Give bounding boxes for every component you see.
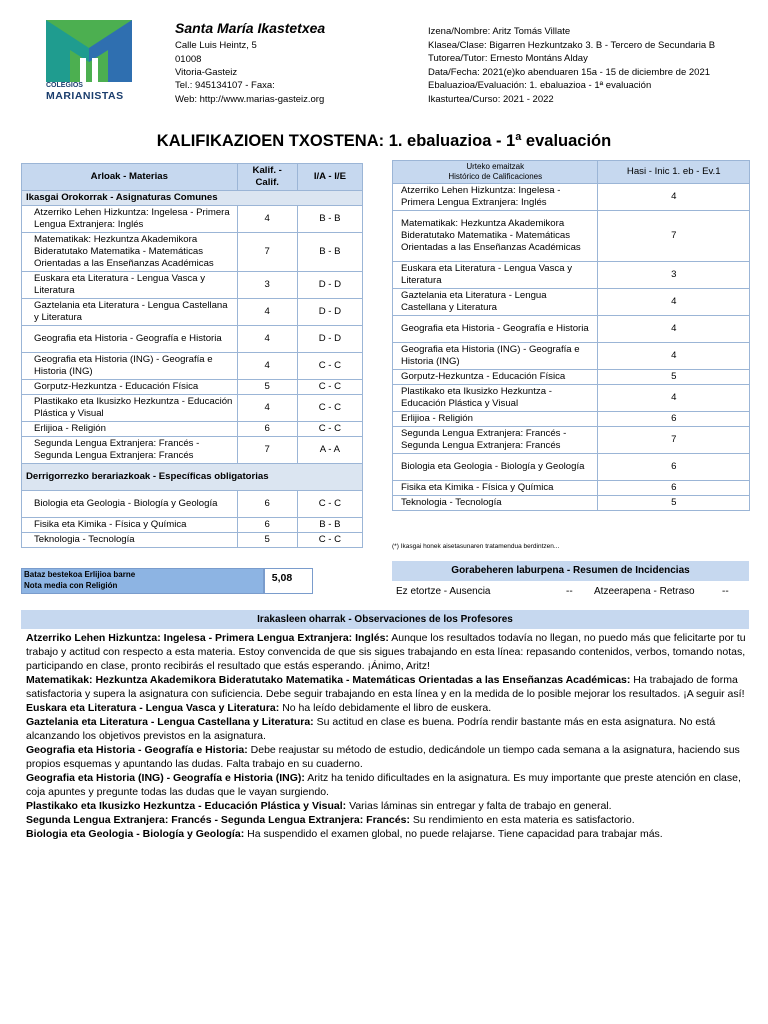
history-table-header — [393, 161, 750, 184]
logo-line2: MARIANISTAS — [46, 90, 124, 102]
table-row — [22, 518, 363, 533]
subject-grade: 4 — [598, 289, 750, 316]
table-row — [22, 353, 363, 380]
subject-ie: D - D — [297, 299, 362, 326]
school-postal: 01008 — [175, 54, 202, 65]
subject-grade: 5 — [237, 380, 297, 395]
table-row — [22, 437, 363, 464]
subject-grade: 6 — [598, 481, 750, 496]
history-footnote: (*) Ikasgai honek aisetasunaren tratamendua berdintzen... — [392, 543, 560, 550]
logo-line1: COLEGIOS — [46, 82, 83, 89]
subject-name: Biologia eta Geologia - Biología y Geología — [393, 454, 598, 481]
subject-grade: 4 — [598, 184, 750, 211]
absence-value: -- — [566, 586, 573, 597]
absence-label: Ez etortze - Ausencia — [396, 586, 491, 597]
table-row — [393, 184, 750, 211]
table-row — [393, 289, 750, 316]
subject-ie: D - D — [297, 272, 362, 299]
observation-subject: Geografia eta Historia - Geografía e Historia: — [26, 744, 248, 756]
observation-item — [26, 701, 746, 715]
subject-grade: 6 — [598, 412, 750, 427]
table-row — [393, 454, 750, 481]
observation-subject: Matematikak: Hezkuntza Akademikora Bideratutako Matematika - Matemáticas Orientadas a las Enseñanzas Académicas: — [26, 674, 631, 686]
school-web: Web: http://www.marias-gasteiz.org — [175, 94, 325, 105]
subject-name: Gorputz-Hezkuntza - Educación Física — [393, 370, 598, 385]
table-row — [22, 491, 363, 518]
school-phone: Tel.: 945134107 - Faxa: — [175, 80, 275, 91]
observation-text: Aunque los resultados todavía no llegan, no puedo más que felicitarte por tu trabajo y actitud con respecto a esta materia. Estoy convencida de que sis sigues trabajando en esta línea: repasando contenidos, verbos, tomando notas, participando en clase, pronto recibirás el resultado que estás esperando. ¡Ánimo, Aritz! — [26, 632, 746, 672]
observation-subject: Segunda Lengua Extranjera: Francés - Segunda Lengua Extranjera: Francés: — [26, 814, 410, 826]
observation-item — [26, 631, 746, 673]
subject-grade: 6 — [237, 491, 297, 518]
table-row — [393, 496, 750, 511]
subject-ie: B - B — [297, 233, 362, 272]
table-row — [393, 412, 750, 427]
observation-subject: Plastikako eta Ikusizko Hezkuntza - Educación Plástica y Visual: — [26, 800, 347, 812]
subject-ie: B - B — [297, 206, 362, 233]
subject-name: Segunda Lengua Extranjera: Francés - Segunda Lengua Extranjera: Francés — [393, 427, 598, 454]
subject-name: Geografia eta Historia (ING) - Geografía e Historia (ING) — [393, 343, 598, 370]
subject-grade: 4 — [598, 343, 750, 370]
observation-subject: Biologia eta Geologia - Biología y Geología: — [26, 828, 245, 840]
subject-name: Geografia eta Historia (ING) - Geografía e Historia (ING) — [22, 353, 238, 380]
subject-name: Biologia eta Geologia - Biología y Geología — [22, 491, 238, 518]
subject-grade: 4 — [237, 206, 297, 233]
observation-item — [26, 827, 746, 841]
observation-item — [26, 673, 746, 701]
subject-name: Fisika eta Kimika - Física y Química — [393, 481, 598, 496]
table-row — [393, 370, 750, 385]
history-table — [392, 160, 750, 511]
subject-grade: 4 — [237, 353, 297, 380]
subject-ie: B - B — [297, 518, 362, 533]
subject-name: Geografia eta Historia - Geografía e Historia — [393, 316, 598, 343]
subject-ie: C - C — [297, 533, 362, 548]
school-address: Calle Luis Heintz, 5 — [175, 40, 257, 51]
observation-item — [26, 799, 746, 813]
table-row — [22, 422, 363, 437]
delay-label: Atzeerapena - Retraso — [594, 586, 695, 597]
section-common-label: Ikasgai Orokorrak - Asignaturas Comunes — [22, 191, 363, 206]
table-row — [22, 533, 363, 548]
table-row — [22, 206, 363, 233]
table-row — [393, 385, 750, 412]
grades-table-header — [22, 164, 363, 191]
report-title: KALIFIKAZIOEN TXOSTENA: 1. ebaluazioa - 1ª evaluación — [156, 132, 612, 150]
subject-ie: C - C — [297, 353, 362, 380]
observation-text: Debe reajustar su método de estudio, dedicándole un tiempo cada semana a la asignatura, haciendo sus propios esquemas y apuntando las dudas. Falta trabajo en su cuaderno. — [26, 744, 740, 770]
subject-name: Gorputz-Hezkuntza - Educación Física — [22, 380, 238, 395]
subject-name: Plastikako eta Ikusizko Hezkuntza - Educación Plástica y Visual — [22, 395, 238, 422]
evaluation: Ebaluazioa/Evaluación: 1. ebaluazioa - 1ª evaluación — [428, 80, 652, 91]
subject-name: Erlijioa - Religión — [22, 422, 238, 437]
observation-text: Su rendimiento en esta materia es satisfactorio. — [409, 814, 635, 826]
subject-name: Gaztelania eta Literatura - Lengua Castellana y Literatura — [22, 299, 238, 326]
table-row — [22, 326, 363, 353]
table-row — [22, 299, 363, 326]
subject-name: Segunda Lengua Extranjera: Francés - Segunda Lengua Extranjera: Francés — [22, 437, 238, 464]
observations-list — [26, 631, 746, 841]
table-row — [22, 272, 363, 299]
observation-text: No ha leído debidamente el libro de euskera. — [279, 702, 492, 714]
observation-item — [26, 743, 746, 771]
subject-grade: 5 — [598, 496, 750, 511]
history-header-es: Histórico de Calificaciones — [448, 172, 543, 181]
history-header-eu: Urteko emaitzak — [466, 162, 525, 171]
school-logo — [46, 20, 132, 110]
header-grade: Kalif. - Calif. — [237, 164, 297, 191]
observations-title: Irakasleen oharrak - Observaciones de los Profesores — [21, 610, 749, 629]
subject-grade: 5 — [598, 370, 750, 385]
subject-ie: A - A — [297, 437, 362, 464]
subject-grade: 7 — [598, 211, 750, 262]
subject-name: Euskara eta Literatura - Lengua Vasca y Literatura — [393, 262, 598, 289]
subject-name: Euskara eta Literatura - Lengua Vasca y Literatura — [22, 272, 238, 299]
section-specific — [22, 464, 363, 491]
table-row — [393, 343, 750, 370]
subject-grade: 6 — [598, 454, 750, 481]
average-value: 5,08 — [271, 572, 293, 584]
observation-text: Aritz ha tenido dificultades en la asignatura. Es muy importante que preste atención en clase, coja apuntes y pregunte todas las dudas que le vayan surgiendo. — [26, 772, 741, 798]
subject-grade: 7 — [598, 427, 750, 454]
subject-name: Plastikako eta Ikusizko Hezkuntza - Educación Plástica y Visual — [393, 385, 598, 412]
subject-ie: C - C — [297, 422, 362, 437]
subject-name: Erlijioa - Religión — [393, 412, 598, 427]
subject-name: Atzerriko Lehen Hizkuntza: Ingelesa - Primera Lengua Extranjera: Inglés — [393, 184, 598, 211]
average-label-es: Nota media con Religión — [24, 581, 118, 590]
table-row — [393, 427, 750, 454]
subject-grade: 3 — [237, 272, 297, 299]
observation-text: Ha trabajado de forma satisfactoria y supera la asignatura con suficiencia. Debe seguir trabajando en esta línea y en la medida de lo posible mejorar los resultados. ¡A seguir así! — [26, 674, 745, 700]
subject-name: Atzerriko Lehen Hizkuntza: Ingelesa - Primera Lengua Extranjera: Inglés — [22, 206, 238, 233]
observation-text: Su actitud en clase es buena. Podría rendir bastante más en esta asignatura. No está alcanzando los objetivos previstos en la asignatura. — [26, 716, 716, 742]
subject-grade: 7 — [237, 437, 297, 464]
table-row — [22, 395, 363, 422]
student-class: Klasea/Clase: Bigarren Hezkuntzako 3. B - Tercero de Secundaria B — [428, 40, 716, 51]
observation-subject: Geografia eta Historia (ING) - Geografía e Historia (ING): — [26, 772, 305, 784]
subject-grade: 7 — [237, 233, 297, 272]
subject-grade: 6 — [237, 422, 297, 437]
observation-subject: Atzerriko Lehen Hizkuntza: Ingelesa - Primera Lengua Extranjera: Inglés: — [26, 632, 389, 644]
subject-grade: 6 — [237, 518, 297, 533]
header-subject: Arloak - Materias — [22, 164, 238, 191]
subject-grade: 5 — [237, 533, 297, 548]
average-label — [24, 569, 135, 591]
subject-ie: D - D — [297, 326, 362, 353]
subject-name: Matematikak: Hezkuntza Akademikora Bideratutako Matematika - Matemáticas Orientadas a las Enseñanzas Académicas — [393, 211, 598, 262]
observation-subject: Gaztelania eta Literatura - Lengua Castellana y Literatura: — [26, 716, 314, 728]
incidents-title: Gorabeheren laburpena - Resumen de Incidencias — [392, 561, 749, 581]
course: Ikasturtea/Curso: 2021 - 2022 — [428, 94, 554, 105]
subject-ie: C - C — [297, 491, 362, 518]
school-city: Vitoria-Gasteiz — [175, 67, 238, 78]
table-row — [393, 211, 750, 262]
subject-grade: 4 — [237, 299, 297, 326]
grades-table — [21, 163, 363, 548]
subject-name: Teknologia - Tecnología — [393, 496, 598, 511]
school-name: Santa María Ikastetxea — [175, 20, 326, 36]
table-row — [393, 481, 750, 496]
subject-name: Fisika eta Kimika - Física y Química — [22, 518, 238, 533]
history-header-left — [393, 161, 598, 184]
subject-grade: 4 — [237, 395, 297, 422]
student-tutor: Tutorea/Tutor: Ernesto Montáns Alday — [428, 53, 588, 64]
history-header-right: Hasi - Inic 1. eb - Ev.1 — [598, 161, 750, 184]
average-label-eu: Bataz bestekoa Erlijioa barne — [24, 570, 136, 579]
subject-grade: 3 — [598, 262, 750, 289]
header-ie: I/A - I/E — [297, 164, 362, 191]
observation-item — [26, 771, 746, 799]
section-common — [22, 191, 363, 206]
observation-text: Varias láminas sin entregar y falta de trabajo en general. — [346, 800, 612, 812]
subject-grade: 4 — [598, 385, 750, 412]
subject-name: Matematikak: Hezkuntza Akademikora Bideratutako Matematika - Matemáticas Orientadas a las Enseñanzas Académicas — [22, 233, 238, 272]
observation-text: Ha suspendido el examen global, no puede relajarse. Tiene capacidad para trabajar más. — [244, 828, 663, 840]
table-row — [393, 316, 750, 343]
observation-item — [26, 715, 746, 743]
subject-ie: C - C — [297, 395, 362, 422]
subject-grade: 4 — [598, 316, 750, 343]
subject-name: Teknologia - Tecnología — [22, 533, 238, 548]
student-name: Izena/Nombre: Aritz Tomás Villate — [428, 26, 571, 37]
delay-value: -- — [722, 586, 729, 597]
report-date: Data/Fecha: 2021(e)ko abenduaren 15a - 15 de diciembre de 2021 — [428, 67, 711, 78]
subject-grade: 4 — [237, 326, 297, 353]
table-row — [22, 380, 363, 395]
table-row — [393, 262, 750, 289]
subject-ie: C - C — [297, 380, 362, 395]
observation-subject: Euskara eta Literatura - Lengua Vasca y Literatura: — [26, 702, 280, 714]
subject-name: Geografia eta Historia - Geografía e Historia — [22, 326, 238, 353]
subject-name: Gaztelania eta Literatura - Lengua Castellana y Literatura — [393, 289, 598, 316]
section-specific-label: Derrigorrezko berariazkoak - Específicas obligatorias — [22, 464, 363, 491]
table-row — [22, 233, 363, 272]
observation-item — [26, 813, 746, 827]
